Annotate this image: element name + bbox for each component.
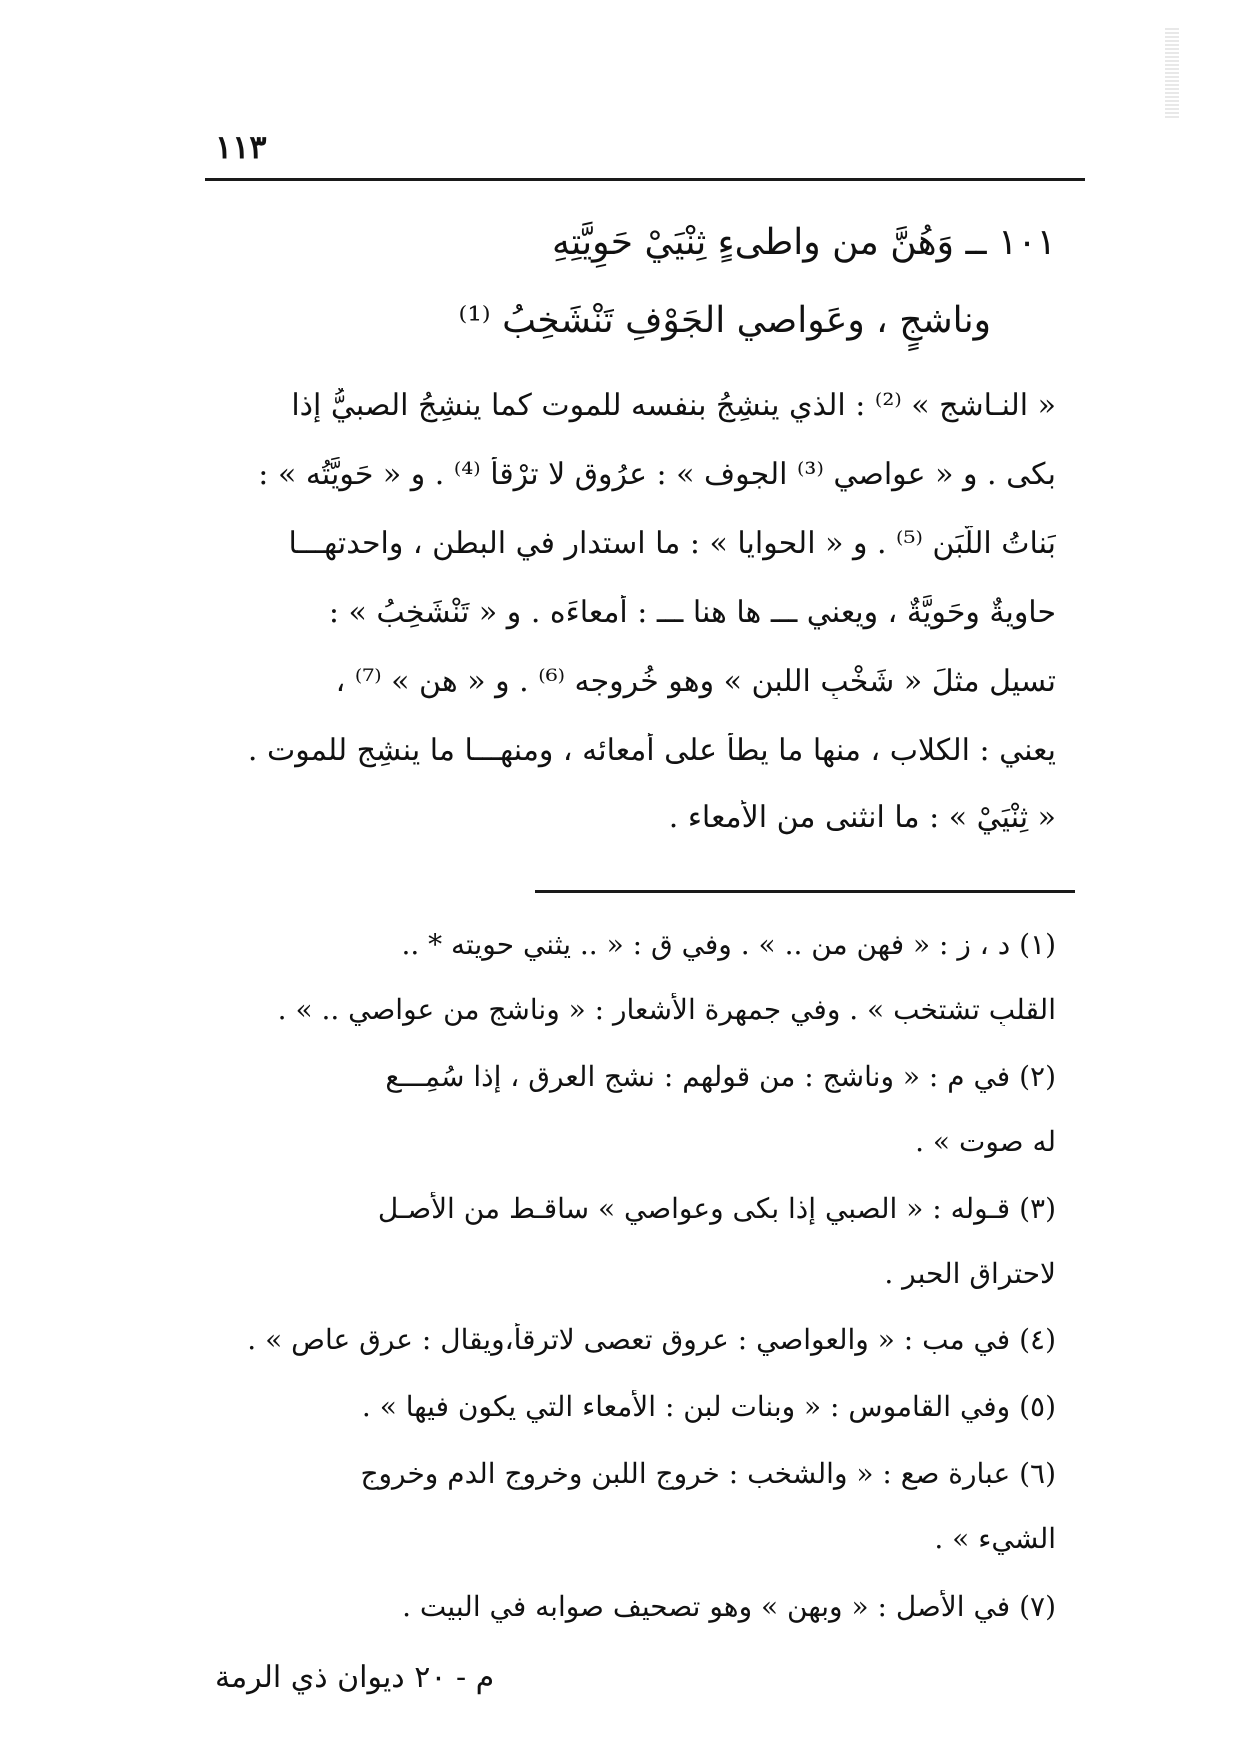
commentary-line: تسيل مثلَ « شَخْبِ اللبن » وهو خُروجه ⁽⁶⁾ . و « هن » ⁽⁷⁾ ، bbox=[335, 664, 1056, 699]
footnote-6: (٦) عبارة صع : « والشخب : خروج اللبن وخروج الدم وخروج bbox=[360, 1457, 1056, 1490]
verse-line-2: وناشجٍ ، وعَواصي الجَوْفِ تَنْشَخِبُ ⁽¹⁾ bbox=[458, 300, 991, 341]
signature-mark: م - ٢٠ ديوان ذي الرمة bbox=[215, 1660, 495, 1695]
scan-edge-mark bbox=[1165, 28, 1179, 118]
commentary-line: حاويةٌ وحَوِيَّةٌ ، ويعني ـــ ها هنا ـــ : أمعاءَه . و « تَنْشَخِبُ » : bbox=[328, 595, 1056, 630]
footnote-3: (٣) قـوله : « الصبي إذا بكى وعواصي » ساقـط من الأصـل bbox=[377, 1192, 1056, 1225]
footnote-4: (٤) في مب : « والعواصي : عروق تعصى لاترقأ،ويقال : عرق عاصٍ » . bbox=[247, 1323, 1056, 1356]
commentary-line: بَناتُ اللَّبَنِ ⁽⁵⁾ . و « الحوايا » : ما استدار في البطن ، واحدتهـــا bbox=[288, 526, 1056, 561]
footnote-1: (١) د ، ز : « فهن من .. » . وفي ق : « .. يثني حويته * .. bbox=[401, 928, 1056, 961]
verse-line-1: ١٠١ ــ وَهُنَّ من واطىءٍ ثِنْيَيْ حَوِيَّتِهِ bbox=[552, 222, 1056, 263]
page-number: ١١٣ bbox=[215, 128, 267, 166]
footnote-3-continued: لاحتراق الحبر . bbox=[884, 1257, 1056, 1290]
footnote-rule bbox=[535, 890, 1075, 893]
commentary-line: يعني : الكلاب ، منها ما يطأ على أمعائه ، ومنهـــا ما ينشِج للموت . bbox=[247, 733, 1056, 768]
commentary-line: بكى . و « عواصي ⁽³⁾ الجوف » : عرُوق لا ترْقأ ⁽⁴⁾ . و « حَوِيَّتُه » : bbox=[258, 457, 1056, 492]
footnote-1-continued: القلبِ تشتخب » . وفي جمهرة الأشعار : « وناشج من عواصي .. » . bbox=[277, 993, 1056, 1026]
footnote-7: (٧) في الأصل : « وبهن » وهو تصحيف صوابه في البيت . bbox=[402, 1590, 1056, 1623]
footnote-5: (٥) وفي القاموس : « وبنات لبن : الأمعاء التي يكون فيها » . bbox=[361, 1390, 1056, 1423]
commentary-line: « النـاشج » ⁽²⁾ : الذي ينشِجُ بنفسه للموت كما ينشِجُ الصبيُّ إذا bbox=[291, 388, 1056, 423]
header-rule bbox=[205, 178, 1085, 181]
commentary-line: « ثِنْيَيْ » : ما انثنى من الأمعاء . bbox=[668, 800, 1056, 835]
footnote-2: (٢) في م : « وناشج : من قولهم : نشج العرق ، إذا سُمِـــع bbox=[385, 1060, 1056, 1093]
footnote-6-continued: الشيء » . bbox=[934, 1522, 1056, 1555]
footnote-2-continued: له صوت » . bbox=[915, 1125, 1056, 1158]
